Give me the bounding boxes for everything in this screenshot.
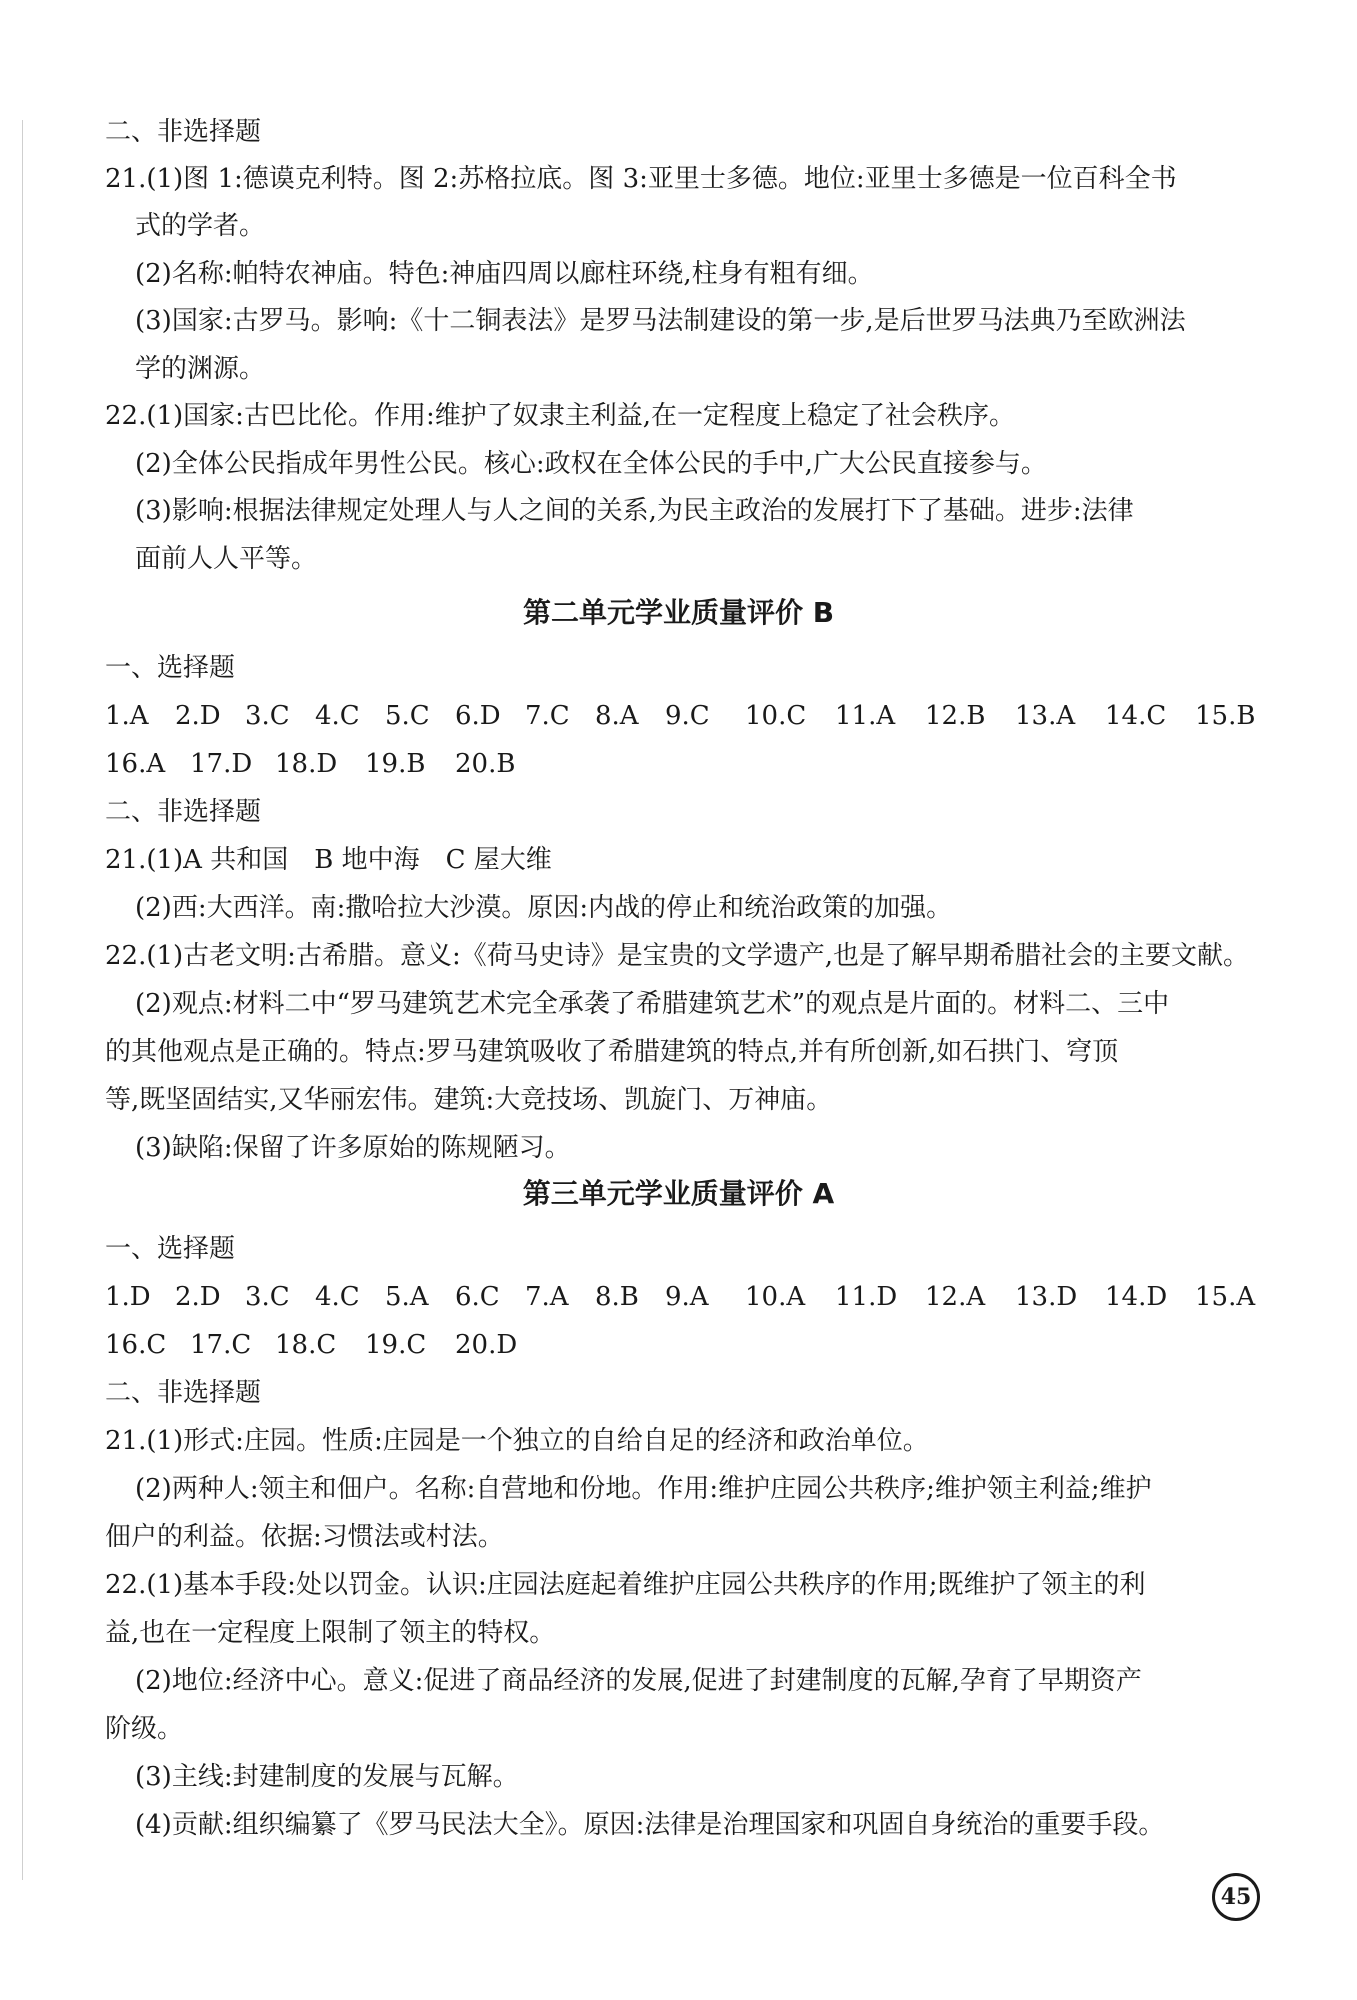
choice-answer: 7.A <box>525 1282 569 1312</box>
page-number: 45 <box>1212 1873 1260 1921</box>
answer-line: (2)两种人:领主和佃户。名称:自营地和份地。作用:维护庄园公共秩序;维护领主利益;维护 <box>135 1474 1152 1504</box>
choice-answer: 3.C <box>245 701 290 731</box>
choice-answer: 6.D <box>455 701 501 731</box>
choice-answer: 14.C <box>1105 701 1167 731</box>
answer-line: 益,也在一定程度上限制了领主的特权。 <box>105 1618 556 1648</box>
answer-line: 阶级。 <box>105 1714 184 1744</box>
answer-line: (2)观点:材料二中“罗马建筑艺术完全承袭了希腊建筑艺术”的观点是片面的。材料二、三中 <box>135 989 1170 1019</box>
answer-line: (3)国家:古罗马。影响:《十二铜表法》是罗马法制建设的第一步,是后世罗马法典乃至欧洲法 <box>135 306 1186 336</box>
answer-line: 面前人人平等。 <box>135 544 318 574</box>
section-heading-non-choice: 二、非选择题 <box>105 117 262 147</box>
section-heading-choice: 一、选择题 <box>105 1234 236 1264</box>
choice-answer: 5.A <box>385 1282 429 1312</box>
section-heading-non-choice: 二、非选择题 <box>105 1378 262 1408</box>
choice-answer: 3.C <box>245 1282 290 1312</box>
answer-line: (4)贡献:组织编纂了《罗马民法大全》。原因:法律是治理国家和巩固自身统治的重要手段。 <box>135 1810 1165 1840</box>
answer-line: 佃户的利益。依据:习惯法或村法。 <box>105 1522 504 1552</box>
choice-answer: 4.C <box>315 701 360 731</box>
unit-title: 第二单元学业质量评价 B <box>522 596 835 629</box>
choice-answer: 8.A <box>595 701 639 731</box>
answer-line: 式的学者。 <box>135 211 266 241</box>
choice-answer: 20.B <box>455 749 516 779</box>
binding-margin-line <box>22 120 23 1880</box>
choice-answer: 9.A <box>665 1282 709 1312</box>
choice-answer: 1.A <box>105 701 149 731</box>
answer-line: 22.(1)国家:古巴比伦。作用:维护了奴隶主利益,在一定程度上稳定了社会秩序。 <box>105 401 1015 431</box>
choice-answer: 14.D <box>1105 1282 1168 1312</box>
unit-title: 第三单元学业质量评价 A <box>522 1177 835 1210</box>
choice-answer: 2.D <box>175 701 221 731</box>
choice-answer: 9.C <box>665 701 710 731</box>
choice-answer: 15.B <box>1195 701 1256 731</box>
section-heading-choice: 一、选择题 <box>105 653 236 683</box>
choice-answer: 4.C <box>315 1282 360 1312</box>
answer-line: 21.(1)A 共和国 B 地中海 C 屋大维 <box>105 845 552 875</box>
choice-answer: 5.C <box>385 701 430 731</box>
choice-answer: 16.C <box>105 1330 167 1360</box>
answer-line: (2)西:大西洋。南:撒哈拉大沙漠。原因:内战的停止和统治政策的加强。 <box>135 893 953 923</box>
choice-answer: 19.C <box>365 1330 427 1360</box>
answer-line: 21.(1)图 1:德谟克利特。图 2:苏格拉底。图 3:亚里士多德。地位:亚里士多德是一位百科全书 <box>105 164 1177 194</box>
choice-answer: 16.A <box>105 749 166 779</box>
answer-line: (3)缺陷:保留了许多原始的陈规陋习。 <box>135 1133 571 1163</box>
choice-answer: 20.D <box>455 1330 518 1360</box>
choice-answer: 2.D <box>175 1282 221 1312</box>
answer-line: 22.(1)基本手段:处以罚金。认识:庄园法庭起着维护庄园公共秩序的作用;既维护了领主的利 <box>105 1570 1146 1600</box>
choice-answer: 8.B <box>595 1282 639 1312</box>
choice-answer: 7.C <box>525 701 570 731</box>
choice-answer: 13.A <box>1015 701 1076 731</box>
choice-answer: 6.C <box>455 1282 500 1312</box>
choice-answer: 17.D <box>190 749 253 779</box>
choice-answer: 11.A <box>835 701 896 731</box>
choice-answer: 10.A <box>745 1282 806 1312</box>
choice-answer: 10.C <box>745 701 807 731</box>
choice-answer: 18.C <box>275 1330 337 1360</box>
answer-line: (3)主线:封建制度的发展与瓦解。 <box>135 1762 519 1792</box>
choice-answer: 17.C <box>190 1330 252 1360</box>
answer-line: (2)地位:经济中心。意义:促进了商品经济的发展,促进了封建制度的瓦解,孕育了早期资产 <box>135 1666 1142 1696</box>
answer-line: 等,既坚固结实,又华丽宏伟。建筑:大竞技场、凯旋门、万神庙。 <box>105 1085 833 1115</box>
section-heading-non-choice: 二、非选择题 <box>105 797 262 827</box>
answer-line: 22.(1)古老文明:古希腊。意义:《荷马史诗》是宝贵的文学遗产,也是了解早期希腊社会的主要文献。 <box>105 941 1249 971</box>
answer-line: (2)名称:帕特农神庙。特色:神庙四周以廊柱环绕,柱身有粗有细。 <box>135 259 874 289</box>
choice-answer: 1.D <box>105 1282 151 1312</box>
answer-line: (2)全体公民指成年男性公民。核心:政权在全体公民的手中,广大公民直接参与。 <box>135 449 1047 479</box>
choice-answer: 12.B <box>925 701 986 731</box>
choice-answer: 12.A <box>925 1282 986 1312</box>
answer-line: (3)影响:根据法律规定处理人与人之间的关系,为民主政治的发展打下了基础。进步:法律 <box>135 496 1134 526</box>
choice-answer: 19.B <box>365 749 426 779</box>
answer-line: 21.(1)形式:庄园。性质:庄园是一个独立的自给自足的经济和政治单位。 <box>105 1426 929 1456</box>
answer-line: 的其他观点是正确的。特点:罗马建筑吸收了希腊建筑的特点,并有所创新,如石拱门、穹顶 <box>105 1037 1119 1067</box>
choice-answer: 13.D <box>1015 1282 1078 1312</box>
choice-answer: 15.A <box>1195 1282 1256 1312</box>
choice-answer: 18.D <box>275 749 338 779</box>
answer-line: 学的渊源。 <box>135 354 266 384</box>
choice-answer: 11.D <box>835 1282 898 1312</box>
